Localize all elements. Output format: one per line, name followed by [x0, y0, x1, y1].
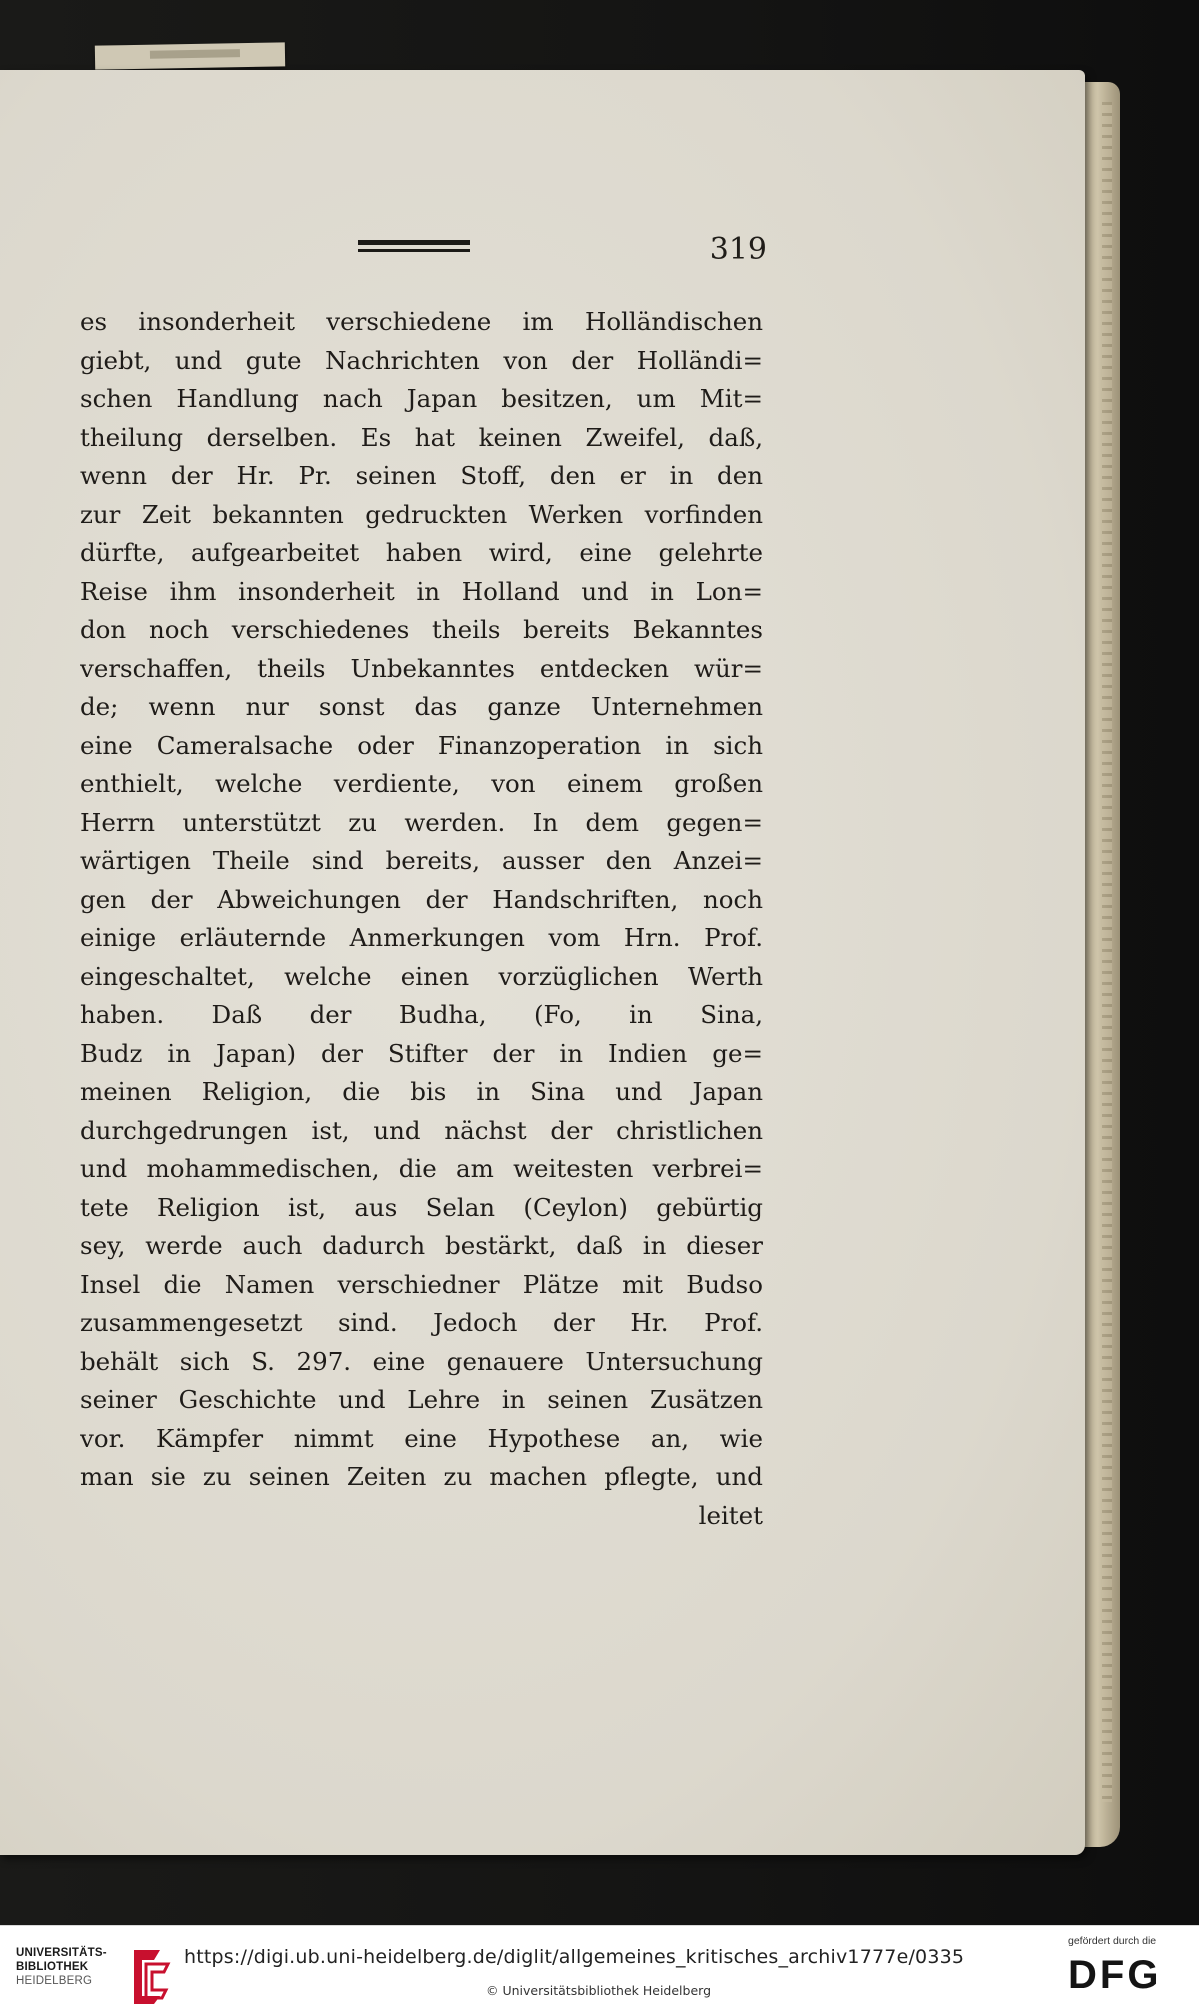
- text-line: zur Zeit bekannten gedruckten Werken vorfinden: [80, 499, 763, 529]
- text-line: gen der Abweichungen der Handschriften, noch: [80, 884, 763, 914]
- text-line: haben. Daß der Budha, (Fo, in Sina,: [80, 1000, 763, 1029]
- text-line: verschaffen, theils Unbekanntes entdecken wür=: [80, 653, 763, 683]
- text-line: dürfte, aufgearbeitet haben wird, eine gelehrte: [80, 538, 763, 567]
- funding-label: gefördert durch die: [1068, 1935, 1157, 1947]
- logo-line-2: BIBLIOTHEK: [16, 1961, 89, 1973]
- text-line: und mohammedischen, die am weitesten verbrei=: [80, 1154, 763, 1183]
- text-line: es insonderheit verschiedene im Holländischen: [80, 307, 763, 336]
- text-line: de; wenn nur sonst das ganze Unternehmen: [80, 692, 763, 721]
- funding-credit: [1068, 1934, 1188, 2004]
- text-line: meinen Religion, die bis in Sina und Japan: [80, 1077, 763, 1106]
- text-line: theilung derselben. Es hat keinen Zweifel, daß,: [80, 422, 763, 452]
- text-line: vor. Kämpfer nimmt eine Hypothese an, wie: [80, 1423, 763, 1453]
- text-line: wenn der Hr. Pr. seinen Stoff, den er in den: [80, 461, 763, 490]
- text-line: giebt, und gute Nachrichten von der Holländi=: [80, 345, 763, 375]
- book-page: [0, 70, 1085, 1855]
- logo-line-1: UNIVERSITÄTS-: [16, 1947, 107, 1959]
- catchword: leitet: [698, 1500, 763, 1530]
- text-line: behält sich S. 297. eine genauere Untersuchung: [80, 1346, 763, 1376]
- library-logo-icon: [120, 1946, 180, 2006]
- text-line: durchgedrungen ist, und nächst der christlichen: [80, 1115, 763, 1145]
- text-line: eingeschaltet, welche einen vorzüglichen Werth: [80, 961, 763, 991]
- logo-line-3: HEIDELBERG: [16, 1975, 93, 1987]
- text-line: Herrn unterstützt zu werden. In dem gegen=: [80, 807, 763, 837]
- text-line: Budz in Japan) der Stifter der in Indien ge=: [80, 1038, 763, 1068]
- text-line: sey, werde auch dadurch bestärkt, daß in dieser: [80, 1231, 763, 1260]
- text-line: seiner Geschichte und Lehre in seinen Zusätzen: [80, 1385, 763, 1414]
- text-line: don noch verschiedenes theils bereits Bekanntes: [80, 615, 763, 644]
- copyright-notice: © Universitätsbibliothek Heidelberg: [486, 1983, 712, 1998]
- dfg-logo[interactable]: DFG: [1068, 1953, 1162, 1997]
- library-name: [16, 1946, 126, 1988]
- text-line: eine Cameralsache oder Finanzoperation in sich: [80, 730, 763, 760]
- body-text: [80, 303, 763, 1535]
- text-line: schen Handlung nach Japan besitzen, um Mit=: [80, 384, 763, 413]
- header-ornament: [358, 240, 470, 254]
- text-line: Insel die Namen verschiedner Plätze mit Budso: [80, 1269, 763, 1299]
- viewer-footer: [0, 1925, 1199, 2011]
- permalink-url[interactable]: https://digi.ub.uni-heidelberg.de/diglit/allgemeines_kritisches_archiv1777e/0335: [184, 1946, 965, 1968]
- text-line: wärtigen Theile sind bereits, ausser den Anzei=: [80, 846, 763, 875]
- text-line: tete Religion ist, aus Selan (Ceylon) gebürtig: [80, 1192, 763, 1222]
- library-logo[interactable]: [16, 1946, 166, 2006]
- text-line: Reise ihm insonderheit in Holland und in Lon=: [80, 576, 763, 606]
- text-line: einige erläuternde Anmerkungen vom Hrn. Prof.: [80, 923, 763, 952]
- text-line: man sie zu seinen Zeiten zu machen pflegte, und: [80, 1462, 763, 1491]
- text-line: zusammengesetzt sind. Jedoch der Hr. Prof.: [80, 1308, 763, 1337]
- page-number: 319: [709, 232, 767, 267]
- text-line: enthielt, welche verdiente, von einem großen: [80, 769, 763, 798]
- paper-slip: [95, 42, 285, 69]
